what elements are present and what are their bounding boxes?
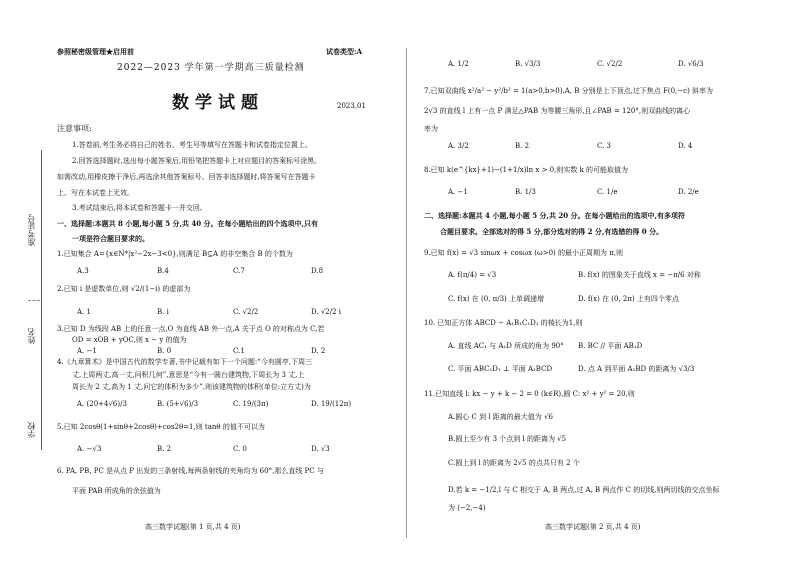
q3-line1: 3.已知 D 为线段 AB 上的任意一点,O 为直线 AB 外一点,A 关于点 O 的对称点为 C,若	[57, 325, 325, 333]
section2-line1: 二、选择题:本题共 4 小题,每小题 5 分,共 20 分。在每小题给出的选项中,有多项符	[424, 211, 685, 220]
binding-line	[41, 150, 42, 450]
exam-date: 2023.01	[337, 102, 366, 110]
q4-line3: 周长为 2 丈,高为 1 丈,问它的体积为多少”,则该建筑物的体积(单位:立方丈)为	[72, 383, 311, 391]
q2-option-c: C. √2/2	[233, 308, 259, 316]
q1-option-a: A.3	[77, 267, 89, 275]
q6-option-c: C. √2/2	[597, 60, 623, 68]
q5-option-a: A. −√3	[77, 445, 102, 453]
q7-option-c: C. 3	[597, 142, 612, 150]
q10-option-a: A. 直线 AC₁ 与 A₁D 所成的角为 90°	[448, 342, 564, 350]
q2-stem: 2.已知 i 是虚数单位,则 √2/(1−i) 的虚部为	[57, 285, 191, 293]
q7-option-b: B. 2	[515, 142, 530, 150]
q4-line1: 4.《九章算术》是中国古代的数学专著,书中记载有如下一个问题:“今有圆亭,下周三	[57, 358, 313, 366]
note-line: 3.考试结束后,将本试卷和答题卡一并交回。	[72, 204, 207, 212]
footer-right: 高三数学试题(第 2 页,共 4 页)	[545, 523, 641, 531]
q6-line2: 平面 PAB 所成角的余弦值为	[72, 487, 161, 495]
q11-stem: 11.已知直线 l: kx − y + k − 2 = 0 (k∈R),圆 C: x² + y² = 20,则	[424, 390, 635, 398]
q8-stem: 8.已知 k(e^{kx}+1)−(1+1/x)ln x > 0,则实数 k 的可能取值为	[424, 166, 629, 174]
q11-option-b: B.圆上至少有 3 个点到 l 的距离为 √5	[448, 435, 567, 443]
secret-label: 参照秘密级管理★启用前	[57, 47, 134, 56]
paper-type: 试卷类型:A	[326, 47, 363, 56]
q8-option-c: C. 1/e	[597, 188, 618, 196]
binding-dash	[28, 300, 40, 301]
q9-option-b: B. f(x) 的图象关于直线 x = −π/6 对称	[578, 271, 701, 279]
note-line: 1.答卷前,考生务必将自己的姓名、考生号等填写在答题卡和试卷指定位置上。	[72, 141, 312, 149]
q3-option-d: D. 2	[311, 347, 326, 355]
q5-option-d: D. √3	[311, 445, 330, 453]
q3-option-a: A. −1	[77, 347, 97, 355]
q6-option-d: D. √6/3	[678, 60, 704, 68]
q3-line2: OD = xOB + yOC,则 x − y 的值为	[72, 336, 187, 344]
q7-option-a: A. 3/2	[448, 142, 469, 150]
q6-option-b: B. √3/3	[515, 60, 541, 68]
q2-option-b: B. i	[157, 308, 169, 316]
q10-option-b: B. BC // 平面 AB₁D	[578, 342, 643, 350]
q1-option-c: C.7	[233, 267, 245, 275]
q1-option-d: D.8	[311, 267, 324, 275]
q9-option-d: D. f(x) 在 (0, 2π) 上有四个零点	[578, 295, 679, 303]
q2-option-d: D. √2/2 i	[311, 308, 342, 316]
notes-heading: 注意事项:	[57, 124, 92, 133]
section1-line1: 一、选择题:本题共 8 小题,每小题 5 分,共 40 分。在每小题给出的四个选项中,只有	[57, 219, 318, 228]
q7-line2: 2√3 的直线 l 上有一点 P 满足△PAB 为等腰三角形,且∠PAB = 120°,则双曲线的离心	[424, 107, 691, 115]
q5-option-c: C. 0	[233, 445, 248, 453]
q5-option-b: B. 2	[157, 445, 172, 453]
q7-option-d: D. 4	[678, 142, 693, 150]
q11-option-c: C.圆上到 l 的距离为 2√5 的点共只有 2 个	[448, 459, 580, 467]
q1-option-b: B.4	[157, 267, 169, 275]
q3-option-b: B. 0	[157, 347, 172, 355]
q9-option-c: C. f(x) 在 (0, π/3) 上单调递增	[448, 295, 545, 303]
q10-option-d: D. 点 A 到平面 A₁BD 的距离为 √3/3	[578, 365, 695, 373]
q10-stem: 10. 已知正方体 ABCD − A₁B₁C₁D₁ 的棱长为1,则	[424, 319, 583, 327]
note-line: 上。写在本试卷上无效。	[57, 189, 134, 197]
q9-stem: 9.已知 f(x) = √3 sinωx + cosωx (ω>0) 的最小正周期为 π,则	[424, 249, 624, 257]
q1-stem: 1.已知集合 A={x∈N*|x²−2x−3<0},则满足 B⊆A 的非空集合 B 的个数为	[57, 250, 293, 258]
q2-option-a: A. 1	[77, 308, 91, 316]
q9-option-a: A. f(π/4) = √3	[448, 271, 497, 279]
q4-line2: 丈,上周两丈,高一丈,问积几何”,意思是“今有一圆台建筑物,下周长为 3 丈,上	[72, 371, 305, 379]
q6-option-a: A. 1/2	[448, 60, 469, 68]
school-label: 学校	[27, 422, 36, 438]
q8-option-d: D. 2/e	[678, 188, 699, 196]
q4-option-d: D. 19/(12π)	[311, 400, 352, 408]
note-line: 2.回答选择题时,选出每小题答案后,用铅笔把答题卡上对应题目的答案标号涂黑。	[72, 157, 322, 165]
q8-option-a: A. −1	[448, 188, 468, 196]
q5-stem: 5.已知 2cosθ(1+sinθ+2cosθ)+cos2θ=1,则 tanθ 的值不可以为	[57, 423, 265, 431]
q11-option-d-line1: D.若 k = −1/2,l 与 C 相交于 A, B 两点,过 A, B 两点作 C 的切线,则两切线的交点坐标	[448, 486, 720, 494]
name-label: 姓名	[27, 328, 36, 344]
section1-line2: 一项是符合题目要求的。	[72, 234, 149, 243]
q4-option-b: B. (5+√6)/3	[157, 400, 199, 408]
q6-line1: 6. PA, PB, PC 是从点 P 出发的三条射线,每两条射线的夹角均为 60°,那么直线 PC 与	[57, 467, 324, 475]
section2-line2: 合题目要求。全部选对的得 5 分,部分选对的得 2 分,有选错的得 0 分。	[440, 227, 664, 236]
note-line: 如需改动,用橡皮擦干净后,再选涂其他答案标号。回答非选择题时,将答案写在答题卡	[57, 173, 316, 181]
q3-option-c: C.1	[233, 347, 245, 355]
q7-line3: 率为	[424, 125, 438, 133]
exam-title: 2022—2023 学年第一学期高三质量检测	[117, 63, 305, 73]
page-divider	[406, 48, 407, 538]
footer-left: 高三数学试题(第 1 页,共 4 页)	[145, 523, 241, 531]
q11-option-a: A.圆心 C 到 l 距离的最大值为 √6	[448, 413, 553, 421]
q7-line1: 7.已知双曲线 x²/a² − y²/b² = 1(a>0,b>0),A, B 分别是上下顶点,过下焦点 F(0,−c) 斜率为	[424, 87, 714, 95]
q10-option-c: C. 平面 ABC₁D₁ ⊥ 平面 A₁BCD	[448, 365, 553, 373]
q4-option-a: A. (20+4√6)/3	[77, 400, 127, 408]
q11-option-d-line2: 为 (−2,−4)	[448, 504, 486, 512]
subject-title: 数学试题	[172, 93, 264, 113]
q8-option-b: B. 1/3	[515, 188, 536, 196]
q4-option-c: C. 19/(3π)	[233, 400, 269, 408]
exam-id-label: 准考证号	[27, 214, 36, 246]
